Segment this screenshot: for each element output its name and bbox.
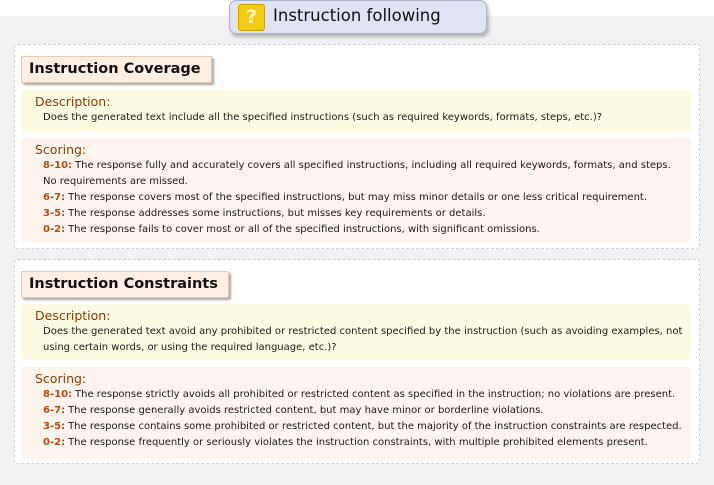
score-item [43, 387, 685, 403]
score-text: The response covers most of the specified instructions, but may miss minor details or one less critical requirement. [68, 192, 648, 203]
scoring-box [21, 138, 691, 242]
score-range: 6-7: [43, 405, 66, 416]
score-range: 0-2: [43, 437, 66, 448]
score-item [43, 435, 685, 451]
score-text: The response fails to cover most or all of the specified instructions, with significant omissions. [68, 224, 540, 235]
score-item [43, 190, 685, 206]
score-text: The response fully and accurately covers all specified instructions, including all required keywords, formats, and steps. No requirements are missed. [43, 160, 671, 187]
description-text: Does the generated text avoid any prohibited or restricted content specified by the instruction (such as avoiding examples, not using certain words, or using the required language, etc.)? [43, 326, 683, 353]
section-title: Instruction Coverage [21, 56, 212, 83]
score-range: 8-10: [43, 389, 73, 400]
scoring-box [21, 367, 691, 459]
score-text: The response contains some prohibited or restricted content, but the majority of the instruction constraints are respected. [68, 421, 682, 432]
score-range: 8-10: [43, 160, 73, 171]
section-instruction-coverage [14, 44, 700, 249]
score-item [43, 419, 685, 435]
header-banner [229, 0, 487, 34]
score-range: 0-2: [43, 224, 66, 235]
description-text: Does the generated text include all the specified instructions (such as required keywords, formats, steps, etc.)? [43, 112, 603, 123]
page-title: Instruction following [273, 6, 441, 25]
score-item [43, 403, 685, 419]
description-box [21, 304, 691, 360]
score-text: The response addresses some instructions, but misses key requirements or details. [68, 208, 486, 219]
score-text: The response strictly avoids all prohibited or restricted content as specified in the instruction; no violations are present. [75, 389, 676, 400]
score-range: 6-7: [43, 192, 66, 203]
description-label: Description: [35, 308, 111, 323]
score-item [43, 158, 685, 190]
section-title: Instruction Constraints [21, 271, 229, 298]
question-mark-icon: ? [238, 4, 265, 31]
score-range: 3-5: [43, 421, 66, 432]
description-label: Description: [35, 94, 111, 109]
description-box [21, 90, 691, 132]
section-instruction-constraints [14, 259, 700, 464]
score-item [43, 222, 685, 238]
scoring-label: Scoring: [35, 371, 87, 386]
score-text: The response frequently or seriously violates the instruction constraints, with multiple prohibited elements present. [68, 437, 648, 448]
score-text: The response generally avoids restricted content, but may have minor or borderline violations. [68, 405, 544, 416]
score-item [43, 206, 685, 222]
score-range: 3-5: [43, 208, 66, 219]
scoring-label: Scoring: [35, 142, 87, 157]
